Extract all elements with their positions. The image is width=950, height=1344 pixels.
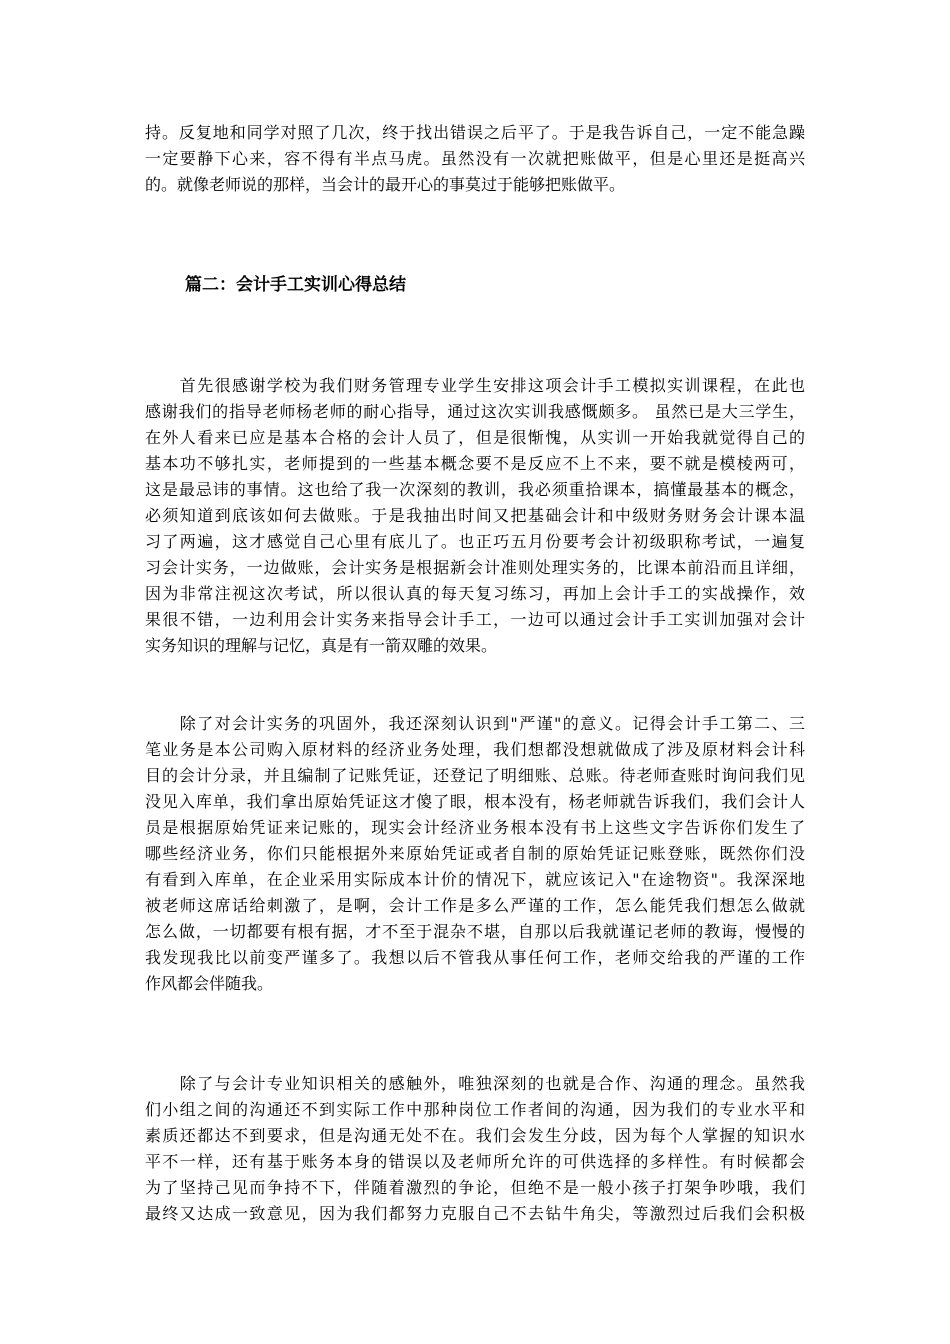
paragraph-2: [145, 711, 805, 997]
text-line: 有看到入库单，在企业采用实际成本计价的情况下，就应该记入"在途物资"。我深深地: [145, 870, 805, 889]
text-line: 因为非常注视这次考试，所以很认真的每天复习练习，再加上会计手工的实战操作，效: [145, 584, 805, 603]
text-line: 习了两遍，这才感觉自己心里有底儿了。也正巧五月份要考会计初级职称考试，一遍复: [145, 532, 805, 551]
intro-paragraph: [145, 120, 805, 198]
text-line: 素质还都达不到要求，但是沟通无处不在。我们会发生分歧，因为每个人掌握的知识水: [145, 1126, 805, 1145]
text-line: 习会计实务，一边做账，会计实务是根据新会计准则处理实务的，比课本前沿而且详细，: [145, 558, 805, 577]
text-line: 最终又达成一致意见，因为我们都努力克服自己不去钻牛角尖，等激烈过后我们会积极: [145, 1204, 805, 1223]
text-line: 除了对会计实务的巩固外，我还深刻认识到"严谨"的意义。记得会计手工第二、三: [145, 714, 805, 733]
text-line: 的。就像老师说的那样，当会计的最开心的事莫过于能够把账做平。: [145, 175, 626, 194]
text-line: 作风都会伴随我。: [145, 974, 274, 993]
text-line: 这是最忌讳的事情。这也给了我一次深刻的教训，我必须重拾课本，搞懂最基本的概念，: [145, 480, 805, 499]
text-line: 持。反复地和同学对照了几次，终于找出错误之后平了。于是我告诉自己，一定不能急躁: [145, 123, 805, 142]
text-line: 没见入库单，我们拿出原始凭证这才傻了眼，根本没有，杨老师就告诉我们，我们会计人: [145, 792, 805, 811]
text-line: 必须知道到底该如何去做账。于是我抽出时间又把基础会计和中级财务财务会计课本温: [145, 506, 805, 525]
paragraph-1: [145, 373, 805, 659]
text-line: 目的会计分录，并且编制了记账凭证，还登记了明细账、总账。待老师查账时询问我们见: [145, 766, 805, 785]
text-line: 果很不错，一边利用会计实务来指导会计手工，一边可以通过会计手工实训加强对会计: [145, 610, 805, 629]
text-line: 感谢我们的指导老师杨老师的耐心指导，通过这次实训我感慨颇多。 虽然已是大三学生，: [145, 402, 805, 421]
text-line: 我发现我比以前变严谨多了。我想以后不管我从事任何工作，老师交给我的严谨的工作: [145, 948, 805, 967]
text-line: 在外人看来已应是基本合格的会计人员了，但是很惭愧，从实训一开始我就觉得自己的: [145, 428, 805, 447]
text-line: 笔业务是本公司购入原材料的经济业务处理，我们想都没想就做成了涉及原材料会计科: [145, 740, 805, 759]
text-line: 怎么做，一切都要有根有据，才不至于混杂不堪，自那以后我就谨记老师的教诲，慢慢的: [145, 922, 805, 941]
text-line: 平不一样，还有基于账务本身的错误以及老师所允许的可供选择的多样性。有时候都会: [145, 1152, 805, 1171]
text-line: 哪些经济业务，你们只能根据外来原始凭证或者自制的原始凭证记账登账，既然你们没: [145, 844, 805, 863]
text-line: 首先很感谢学校为我们财务管理专业学生安排这项会计手工模拟实训课程，在此也: [145, 376, 805, 395]
text-line: 基本功不够扎实，老师提到的一些基本概念要不是反应不上不来，要不就是模棱两可，: [145, 454, 805, 473]
section-heading: 篇二：会计手工实训心得总结: [185, 275, 406, 295]
text-line: 实务知识的理解与记忆，真是有一箭双雕的效果。: [145, 636, 498, 655]
text-line: 们小组之间的沟通还不到实际工作中那种岗位工作者间的沟通，因为我们的专业水平和: [145, 1100, 805, 1119]
paragraph-3: [145, 1071, 805, 1227]
text-line: 被老师这席话给刺激了，是啊，会计工作是多么严谨的工作，怎么能凭我们想怎么做就: [145, 896, 805, 915]
text-line: 一定要静下心来，容不得有半点马虎。虽然没有一次就把账做平，但是心里还是挺高兴: [145, 149, 805, 168]
text-line: 除了与会计专业知识相关的感触外，唯独深刻的也就是合作、沟通的理念。虽然我: [145, 1074, 805, 1093]
text-line: 为了坚持己见而争持不下，伴随着激烈的争论，但绝不是一般小孩子打架争吵哦，我们: [145, 1178, 805, 1197]
text-line: 员是根据原始凭证来记账的，现实会计经济业务根本没有书上这些文字告诉你们发生了: [145, 818, 805, 837]
